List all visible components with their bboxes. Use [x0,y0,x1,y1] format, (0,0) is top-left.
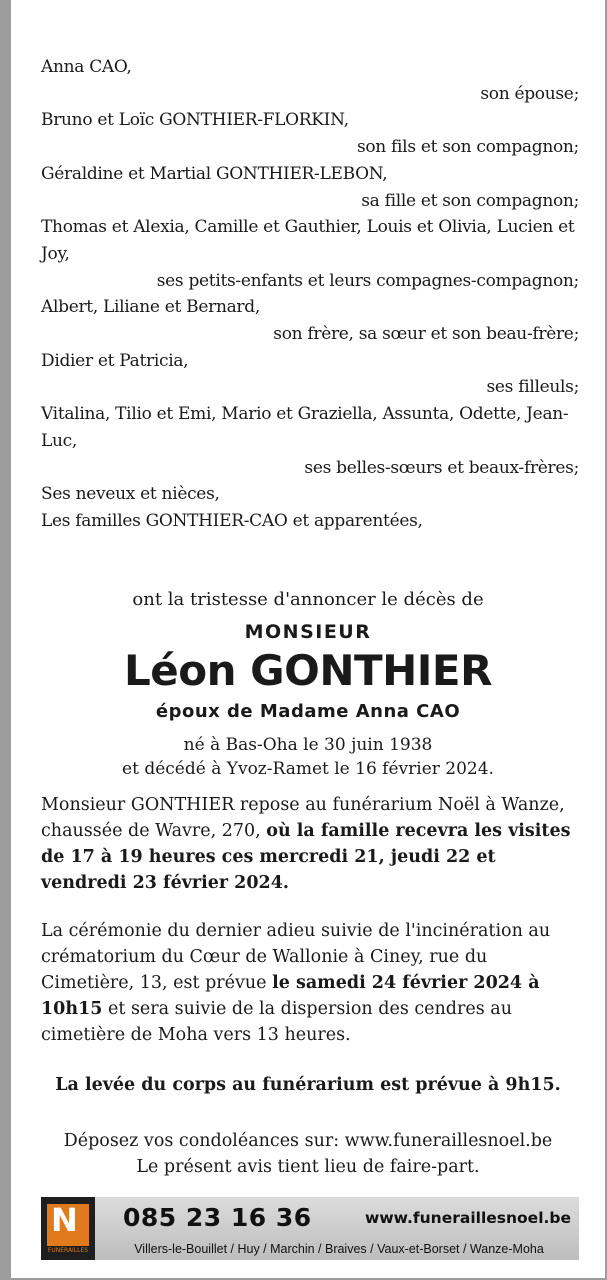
family-line: Didier et Patricia, [41,350,189,371]
faire-part-line: Le présent avis tient lieu de faire-part. [136,1157,480,1177]
logo-letter: N [51,1201,78,1239]
ceremony-text-a: La cérémonie du dernier adieu suivie de l'incinération au crématorium du Cœur de Wallonie à Ciney, rue du Cimetière, 13, est prévue [41,921,551,993]
honorific: MONSIEUR [244,621,372,643]
logo-subtitle: FUNÉRAILLES [47,1247,89,1254]
announcement-text: ont la tristesse d'annoncer le décès de [132,589,484,610]
website-link[interactable]: www.funeraillesnoel.be [365,1209,571,1227]
family-line: Les familles GONTHIER-CAO et apparentées, [41,510,423,531]
ceremony-date-bold: le samedi 24 février 2024 à 10h15 [41,973,540,1019]
family-line: Géraldine et Martial GONTHIER-LEBON, [41,163,388,184]
funeral-home-logo [41,1197,95,1260]
family-line: Anna CAO, [41,57,132,77]
family-line: ses petits-enfants et leurs compagnes-compagnon; [156,270,579,291]
visitation-bold: où la famille recevra les visites de 17 à 19 heures ces mercredi 21, jeudi 22 et vendredi 23 février 2024. [41,821,571,893]
family-line: son frère, sa sœur et son beau-frère; [273,324,579,345]
ceremony-text-b: et sera suivie de la dispersion des cendres au cimetière de Moha vers 13 heures. [41,999,512,1045]
obituary-page [11,0,605,1278]
family-line: ses belles-sœurs et beaux-frères; [304,457,579,478]
family-line: son épouse; [480,83,579,104]
birth-death-dates [11,733,605,781]
locations-list: Villers-le-Bouillet / Huy / Marchin / Braives / Vaux-et-Borset / Wanze-Moha [134,1241,544,1256]
family-line: Vitalina, Tilio et Emi, Mario et Graziella, Assunta, Odette, Jean-Luc, [41,404,569,451]
deceased-name: Léon GONTHIER [124,646,492,695]
birth-line: né à Bas-Oha le 30 juin 1938 [183,735,433,755]
phone-number: 085 23 16 36 [123,1203,312,1232]
family-list [41,54,579,535]
spouse-line: époux de Madame Anna CAO [155,701,461,722]
family-line: sa fille et son compagnon; [361,190,579,211]
family-line: Albert, Liliane et Bernard, [41,297,260,318]
family-line: Thomas et Alexia, Camille et Gauthier, Louis et Olivia, Lucien et Joy, [41,217,575,264]
visitation-paragraph [41,792,577,896]
family-line: son fils et son compagnon; [356,137,579,158]
family-line: Ses neveux et nièces, [41,484,220,505]
condolences-line: Déposez vos condoléances sur: www.funeraillesnoel.be [63,1131,553,1151]
condolences-block [11,1128,605,1180]
visitation-text: Monsieur GONTHIER repose au funérarium Noël à Wanze, chaussée de Wavre, 270, [41,795,565,841]
levee-notice: La levée du corps au funérarium est prévue à 9h15. [55,1075,561,1095]
family-line: Bruno et Loïc GONTHIER-FLORKIN, [41,110,349,131]
ceremony-paragraph [41,918,577,1048]
death-line: et décédé à Yvoz-Ramet le 16 février 2024. [122,759,494,779]
funeral-home-banner [41,1197,579,1260]
family-line: ses filleuls; [486,377,579,398]
